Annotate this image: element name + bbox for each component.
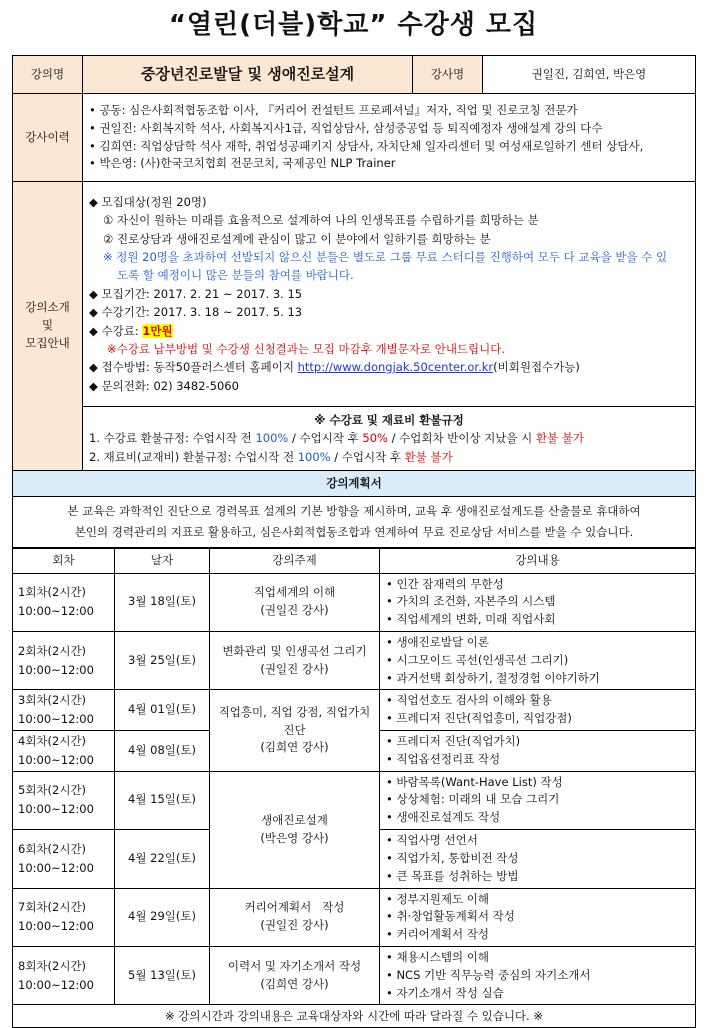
- topic-title: 직업흥미, 직업 강점, 직업가치: [218, 704, 371, 719]
- fee-note: ※수강료 납부방법 및 수강생 신청결과는 모집 마감후 개별문자로 안내드립니다.: [107, 341, 506, 356]
- page-title: “열린(더블)학교” 수강생 모집: [168, 10, 539, 40]
- course-name: 중장년진로발달 및 생애진로설계: [83, 56, 413, 94]
- contact-phone: ◆ 문의전화: 02) 3482-5060: [89, 378, 239, 393]
- target-item: ① 자신이 원하는 미래를 효율적으로 설계하여 나의 인생목표를 수립하기를 희망하는 분: [103, 213, 539, 228]
- notice-line: 도록 할 예정이니 많은 분들의 참여를 바랍니다.: [117, 268, 354, 283]
- recruit-label: [13, 182, 83, 471]
- refund-no: 환불 불가: [535, 431, 585, 446]
- schedule-table: [12, 548, 696, 1028]
- session-cell: [13, 888, 115, 946]
- apply-suffix: (비회원접수가능): [493, 360, 580, 375]
- topic-cell: [210, 573, 380, 631]
- refund-percent: 100%: [255, 431, 289, 446]
- content-item: • 인간 잠재력의 무한성: [386, 576, 504, 591]
- session-no: 2회차(2시간): [18, 643, 87, 658]
- content-item: • NCS 기반 직무능력 중심의 자기소개서: [386, 967, 591, 982]
- table-row: [13, 690, 696, 731]
- content-item: • 직업사명 선언서: [386, 833, 478, 848]
- session-time: 10:00~12:00: [18, 977, 94, 992]
- content-item: • 가치의 조건화, 자본주의 시스템: [386, 594, 556, 609]
- session-time: 10:00~12:00: [18, 919, 94, 934]
- recruit-period: ◆ 모집기간: 2017. 2. 21 ~ 2017. 3. 15: [89, 286, 303, 301]
- content-cell: [380, 946, 696, 1004]
- recruit-label-line: 강의소개: [25, 300, 70, 315]
- content-item: • 상상체험: 미래의 내 모습 그리기: [386, 792, 560, 807]
- session-cell: [13, 731, 115, 772]
- refund-text: 1. 수강료 환불규정: 수업시작 전: [89, 431, 256, 446]
- content-item: • 취·창업활동계획서 작성: [386, 909, 515, 924]
- topic-title: 진단: [283, 722, 306, 737]
- session-time: 10:00~12:00: [18, 752, 94, 767]
- notice-line: ※ 정원 20명을 초과하여 선발되지 않으신 분들은 별도로 그룹 무료 스터디를 진행하여 모두 다 교육을 받을 수 있: [103, 250, 668, 265]
- content-item: • 커리어계획서 작성: [386, 927, 489, 942]
- course-label: 강의명: [13, 56, 83, 94]
- fee-row: [89, 322, 689, 340]
- session-date: 3월 18일(토): [115, 573, 210, 631]
- content-cell: [380, 690, 696, 731]
- session-cell: [13, 946, 115, 1004]
- table-row: [13, 946, 696, 1004]
- topic-instructor: (김희연 강사): [260, 740, 329, 755]
- topic-cell: [210, 771, 380, 888]
- content-cell: [380, 771, 696, 829]
- target-heading: ◆ 모집대상(정원 20명): [89, 194, 207, 209]
- refund-text: / 수업회차 반이상 지났을 시: [387, 431, 536, 446]
- content-item: • 생애진로발달 이론: [386, 634, 489, 649]
- content-item: • 채용시스템의 이해: [386, 949, 489, 964]
- recruit-label-line: 모집안내: [25, 335, 70, 350]
- course-period: ◆ 수강기간: 2017. 3. 18 ~ 2017. 5. 13: [89, 305, 303, 320]
- topic-instructor: (권일진 강사): [260, 661, 329, 676]
- session-cell: [13, 631, 115, 689]
- topic-instructor: (권일진 강사): [260, 918, 329, 933]
- content-item: • 프레디저 진단(직업가치): [386, 734, 521, 749]
- recruit-label-line: 및: [41, 318, 54, 333]
- topic-cell: [210, 690, 380, 771]
- refund-policy: [83, 407, 696, 471]
- recruit-info: [83, 182, 696, 407]
- table-row: [13, 771, 696, 829]
- content-cell: [380, 888, 696, 946]
- refund-percent: 50%: [362, 431, 388, 446]
- content-cell: [380, 573, 696, 631]
- instructor-names: 권일진, 김희연, 박은영: [483, 56, 696, 94]
- content-item: • 바람목록(Want-Have List) 작성: [386, 774, 563, 789]
- session-no: 3회차(2시간): [18, 693, 87, 708]
- refund-no: 환불 불가: [404, 449, 453, 464]
- content-item: • 직업옵션정리표 작성: [386, 751, 501, 766]
- refund-heading: ※ 수강료 및 재료비 환불규정: [314, 413, 464, 427]
- fee-label: ◆ 수강료:: [89, 323, 143, 338]
- session-date: 4월 08일(토): [115, 731, 210, 772]
- session-no: 4회차(2시간): [18, 733, 87, 748]
- topic-title: 커리어계획서 작성: [244, 900, 345, 915]
- plan-intro-line: 본 교육은 과학적인 진단으로 경력목표 설계의 기본 방향을 제시하며, 교육 후 생애진로설계도를 산출물로 휴대하여: [67, 504, 641, 519]
- topic-instructor: (김희연 강사): [260, 976, 329, 991]
- bio-label: 강사이력: [13, 94, 83, 182]
- topic-instructor: (권일진 강사): [260, 603, 329, 618]
- target-item: ② 진로상담과 생애진로설계에 관심이 많고 이 분야에서 일하기를 희망하는 분: [103, 231, 491, 246]
- session-no: 6회차(2시간): [18, 841, 87, 856]
- session-time: 10:00~12:00: [18, 712, 94, 727]
- topic-cell: [210, 631, 380, 689]
- content-item: • 직업선호도 검사의 이해와 활용: [386, 693, 552, 708]
- session-date: 5월 13일(토): [115, 946, 210, 1004]
- session-time: 10:00~12:00: [18, 802, 94, 817]
- apply-label: ◆ 접수방법: 동작50플러스센터 홈페이지: [89, 360, 298, 375]
- col-header: 날자: [115, 548, 210, 573]
- content-cell: [380, 731, 696, 772]
- refund-rule-1: [89, 429, 689, 447]
- session-time: 10:00~12:00: [18, 662, 94, 677]
- refund-rule-2: [89, 448, 689, 466]
- session-time: 10:00~12:00: [18, 604, 94, 619]
- bio-list: [83, 94, 696, 182]
- col-header: 강의내용: [380, 548, 696, 573]
- content-item: • 정부지원제도 이해: [386, 891, 489, 906]
- plan-heading: 강의계획서: [13, 471, 696, 497]
- refund-text: / 수업시작 후: [330, 449, 405, 464]
- topic-cell: [210, 946, 380, 1004]
- content-item: • 직업가치, 통합비전 작성: [386, 850, 519, 865]
- content-item: • 시그모이드 곡선(인생곡선 그리기): [386, 652, 569, 667]
- bio-item: • 김희연: 직업상담학 석사 재학, 취업성공패키지 상담사, 자치단체 일자리센터 및 여성새로일하기 센터 상담사,: [89, 138, 644, 153]
- document-body: [12, 55, 695, 1028]
- session-no: 5회차(2시간): [18, 783, 87, 798]
- content-item: • 생애진로설계도 작성: [386, 810, 501, 825]
- content-item: • 큰 목표를 성취하는 방법: [386, 868, 519, 883]
- session-cell: [13, 573, 115, 631]
- col-header: 강의주제: [210, 548, 380, 573]
- content-cell: [380, 830, 696, 888]
- bio-item: • 공동: 심은사회적협동조합 이사, 『커리어 컨설턴트 프로페셔널』저자, 직업 및 진로코칭 전문가: [89, 102, 578, 117]
- session-cell: [13, 771, 115, 829]
- topic-cell: [210, 888, 380, 946]
- session-date: 4월 01일(토): [115, 690, 210, 731]
- refund-text: 2. 재료비(교재비) 환불규정: 수업시작 전: [89, 449, 298, 464]
- refund-percent: 100%: [297, 449, 331, 464]
- topic-instructor: (박은영 강사): [260, 830, 329, 845]
- bio-item: • 박은영: (사)한국코치협회 전문코치, 국제공인 NLP Trainer: [89, 156, 396, 171]
- bio-item: • 권일진: 사회복지학 석사, 사회복지사1급, 직업상담사, 삼성중공업 등 퇴직예정자 생애설계 강의 다수: [89, 120, 603, 135]
- content-item: • 프레디저 진단(직업흥미, 직업강점): [386, 711, 572, 726]
- session-no: 1회차(2시간): [18, 585, 87, 600]
- fee-value: 1만원: [142, 323, 173, 338]
- session-date: 4월 15일(토): [115, 771, 210, 829]
- session-date: 3월 25일(토): [115, 631, 210, 689]
- topic-title: 이력서 및 자기소개서 작성: [227, 958, 362, 973]
- session-cell: [13, 830, 115, 888]
- session-no: 7회차(2시간): [18, 900, 87, 915]
- content-item: • 과거선택 회상하기, 절정경험 이야기하기: [386, 670, 600, 685]
- topic-title: 생애진로설계: [261, 812, 328, 827]
- session-date: 4월 29일(토): [115, 888, 210, 946]
- plan-intro-line: 본인의 경력관리의 지표로 활용하고, 심은사회적협동조합과 연계하여 무료 진로상담 서비스를 받을 수 있습니다.: [74, 524, 634, 539]
- content-cell: [380, 631, 696, 689]
- content-item: • 직업세계의 변화, 미래 직업사회: [386, 612, 556, 627]
- session-no: 8회차(2시간): [18, 958, 87, 973]
- schedule-footnote: ※ 강의시간과 강의내용은 교육대상자와 시간에 따라 달라질 수 있습니다. ※: [13, 1005, 696, 1028]
- apply-link[interactable]: http://www.dongjak.50center.or.kr: [297, 360, 494, 375]
- session-date: 4월 22일(토): [115, 830, 210, 888]
- topic-title: 직업세계의 이해: [253, 585, 336, 600]
- course-info-table: [12, 55, 696, 548]
- instructor-label: 강사명: [413, 56, 483, 94]
- plan-intro: [13, 497, 696, 547]
- refund-text: / 수업시작 후: [288, 431, 363, 446]
- apply-row: [89, 358, 689, 376]
- table-row: [13, 631, 696, 689]
- col-header: 회차: [13, 548, 115, 573]
- topic-title: 변화관리 및 인생곡선 그리기: [222, 643, 367, 658]
- content-item: • 자기소개서 작성 실습: [386, 985, 504, 1000]
- table-row: [13, 573, 696, 631]
- session-cell: [13, 690, 115, 731]
- table-row: [13, 888, 696, 946]
- session-time: 10:00~12:00: [18, 860, 94, 875]
